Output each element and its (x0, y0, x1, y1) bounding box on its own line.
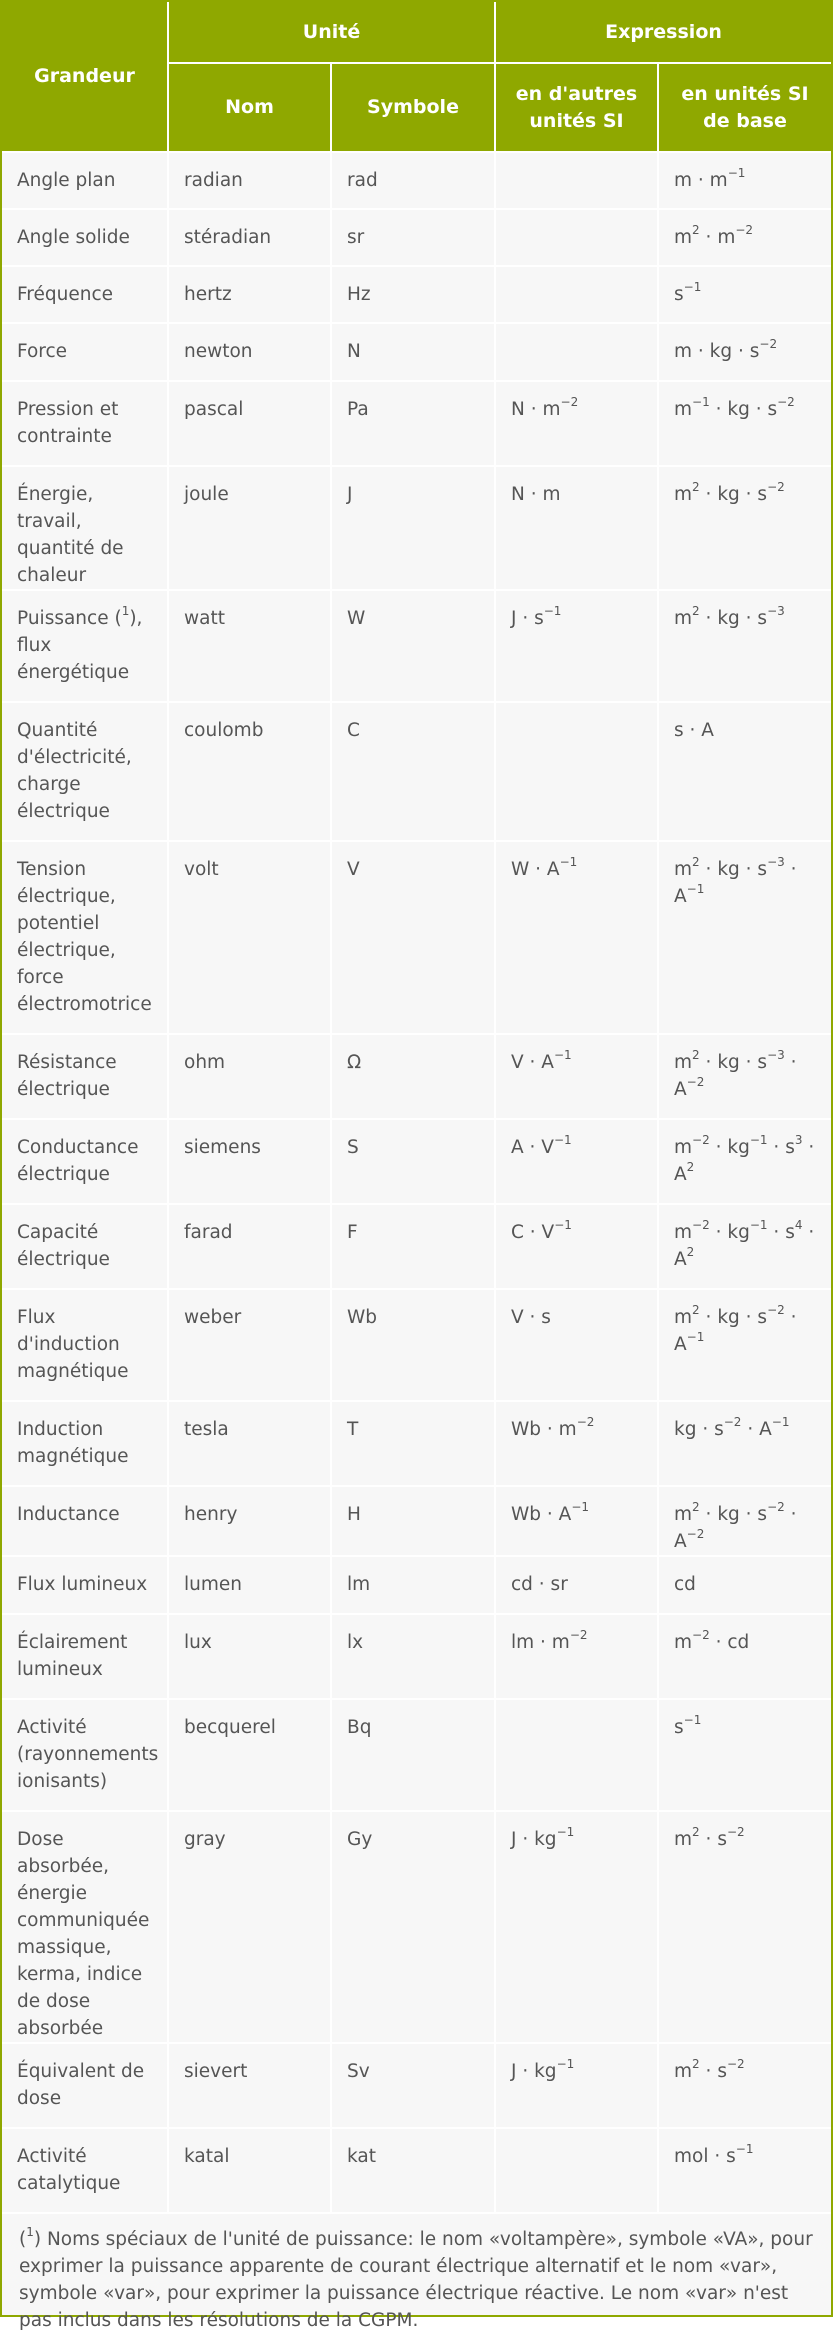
table-row (2, 1401, 831, 1486)
table-row (2, 323, 831, 381)
row-nom: joule (168, 466, 331, 590)
row-nom: weber (168, 1289, 331, 1401)
row-symbole: kat (331, 2128, 495, 2213)
row-grandeur: Dose absorbée, énergie communiquée massique, kerma, indice de dose absorbée (2, 1811, 168, 2043)
row-symbole: J (331, 466, 495, 590)
row-unites-base: $m^2 \cdot s^{-2}$ (658, 2043, 831, 2128)
row-autres-unites: $N \cdot m^{-2}$ (495, 381, 658, 466)
table-body (2, 152, 831, 2213)
header-unite: Unité (168, 2, 495, 63)
table-row (2, 2043, 831, 2128)
row-autres-unites: $J \cdot kg^{-1}$ (495, 2043, 658, 2128)
row-autres-unites: $J \cdot kg^{-1}$ (495, 1811, 658, 2043)
row-grandeur: Induction magnétique (2, 1401, 168, 1486)
row-nom: tesla (168, 1401, 331, 1486)
row-unites-base: m · kg · $s^{-2}$ (658, 323, 831, 381)
row-grandeur: Activité (rayonnements ionisants) (2, 1699, 168, 1811)
row-nom: lumen (168, 1556, 331, 1614)
row-grandeur: Quantité d'électricité, charge électrique (2, 702, 168, 841)
table-row (2, 841, 831, 1034)
row-nom: sievert (168, 2043, 331, 2128)
row-autres-unites (495, 152, 658, 209)
row-autres-unites: N · m (495, 466, 658, 590)
row-unites-base: $m^{-2} \cdot kg^{-1} \cdot s^4 \cdot A^2$ (658, 1204, 831, 1289)
row-nom: pascal (168, 381, 331, 466)
row-symbole: H (331, 1486, 495, 1556)
row-nom: watt (168, 590, 331, 702)
row-grandeur: Pression et contrainte (2, 381, 168, 466)
table-row (2, 1699, 831, 1811)
row-autres-unites: $W \cdot A^{-1}$ (495, 841, 658, 1034)
table-row (2, 209, 831, 266)
row-autres-unites (495, 209, 658, 266)
row-nom: coulomb (168, 702, 331, 841)
table-row (2, 1811, 831, 2043)
table-row (2, 1556, 831, 1614)
row-grandeur: Fréquence (2, 266, 168, 323)
row-nom: farad (168, 1204, 331, 1289)
row-autres-unites: $J \cdot s^{-1}$ (495, 590, 658, 702)
row-autres-unites: lm · $m^{-2}$ (495, 1614, 658, 1699)
row-symbole: Pa (331, 381, 495, 466)
row-grandeur: Flux lumineux (2, 1556, 168, 1614)
row-grandeur: Résistance électrique (2, 1034, 168, 1119)
row-nom: ohm (168, 1034, 331, 1119)
si-derived-units-table (2, 2, 831, 2214)
table-row (2, 1289, 831, 1401)
row-autres-unites: $A \cdot V^{-1}$ (495, 1119, 658, 1204)
row-nom: becquerel (168, 1699, 331, 1811)
row-nom: hertz (168, 266, 331, 323)
row-autres-unites: V · s (495, 1289, 658, 1401)
table-row (2, 266, 831, 323)
header-grandeur: Grandeur (2, 2, 168, 152)
table-row (2, 590, 831, 702)
row-grandeur: Puissance ($^1$), flux énergétique (2, 590, 168, 702)
row-nom: stéradian (168, 209, 331, 266)
row-symbole: W (331, 590, 495, 702)
row-autres-unites: $Wb \cdot m^{-2}$ (495, 1401, 658, 1486)
table-row (2, 1119, 831, 1204)
row-symbole: rad (331, 152, 495, 209)
table-row (2, 466, 831, 590)
row-grandeur: Tension électrique, potentiel électrique, force électromotrice (2, 841, 168, 1034)
row-unites-base: $m^2 \cdot m^{-2}$ (658, 209, 831, 266)
header-expression: Expression (495, 2, 831, 63)
row-symbole: T (331, 1401, 495, 1486)
table-header (2, 2, 831, 152)
footnote: ($^1$) Noms spéciaux de l'unité de puissance: le nom «voltampère», symbole «VA», pour exprimer la puissance apparente de courant électrique alternatif et le nom «var», symbole «var», pour exprimer la puissance électrique réactive. Le nom «var» n'est pas inclus dans les résolutions de la CGPM. (19, 2224, 813, 2331)
row-unites-base: $m^2$ · kg · $s^{-3} \cdot A^{-1}$ (658, 841, 831, 1034)
row-unites-base: $m^2$ · kg · $s^{-2} \cdot A^{-2}$ (658, 1486, 831, 1556)
row-unites-base: $m^{-1}$ · kg · $s^{-2}$ (658, 381, 831, 466)
row-grandeur: Angle plan (2, 152, 168, 209)
row-grandeur: Flux d'induction magnétique (2, 1289, 168, 1401)
row-symbole: Hz (331, 266, 495, 323)
row-autres-unites (495, 2128, 658, 2213)
row-nom: henry (168, 1486, 331, 1556)
row-grandeur: Éclairement lumineux (2, 1614, 168, 1699)
row-symbole: lm (331, 1556, 495, 1614)
row-autres-unites (495, 702, 658, 841)
row-nom: radian (168, 152, 331, 209)
row-autres-unites: $Wb \cdot A^{-1}$ (495, 1486, 658, 1556)
row-symbole: Bq (331, 1699, 495, 1811)
header-nom: Nom (168, 63, 331, 152)
row-symbole: S (331, 1119, 495, 1204)
row-grandeur: Conductance électrique (2, 1119, 168, 1204)
table-row (2, 152, 831, 209)
row-symbole: Ω (331, 1034, 495, 1119)
row-autres-unites: $V \cdot A^{-1}$ (495, 1034, 658, 1119)
row-unites-base: $m^{-2}$ · cd (658, 1614, 831, 1699)
row-autres-unites (495, 323, 658, 381)
row-nom: katal (168, 2128, 331, 2213)
row-unites-base: $s^{-1}$ (658, 1699, 831, 1811)
header-unites-base: en unités SI de base (658, 63, 831, 152)
row-unites-base: $m \cdot m^{-1}$ (658, 152, 831, 209)
row-nom: lux (168, 1614, 331, 1699)
header-symbole: Symbole (331, 63, 495, 152)
row-grandeur: Activité catalytique (2, 2128, 168, 2213)
table-row (2, 1204, 831, 1289)
row-grandeur: Force (2, 323, 168, 381)
row-autres-unites: cd · sr (495, 1556, 658, 1614)
row-grandeur: Énergie, travail, quantité de chaleur (2, 466, 168, 590)
header-autres-unites: en d'autres unités SI (495, 63, 658, 152)
row-symbole: C (331, 702, 495, 841)
row-symbole: V (331, 841, 495, 1034)
row-symbole: lx (331, 1614, 495, 1699)
row-grandeur: Équivalent de dose (2, 2043, 168, 2128)
row-unites-base: $m^2$ · kg · $s^{-2}$ (658, 466, 831, 590)
row-symbole: Gy (331, 1811, 495, 2043)
row-unites-base: $m^{-2} \cdot kg^{-1} \cdot s^3 \cdot A^2$ (658, 1119, 831, 1204)
table-row (2, 702, 831, 841)
row-symbole: Wb (331, 1289, 495, 1401)
row-unites-base: $m^2 \cdot s^{-2}$ (658, 1811, 831, 2043)
row-nom: volt (168, 841, 331, 1034)
row-autres-unites: $C \cdot V^{-1}$ (495, 1204, 658, 1289)
row-unites-base: kg · $s^{-2} \cdot A^{-1}$ (658, 1401, 831, 1486)
table-row (2, 381, 831, 466)
row-unites-base: $m^2$ · kg · $s^{-3} \cdot A^{-2}$ (658, 1034, 831, 1119)
row-symbole: F (331, 1204, 495, 1289)
table-row (2, 1486, 831, 1556)
table-row (2, 1034, 831, 1119)
row-nom: gray (168, 1811, 331, 2043)
row-unites-base: s · A (658, 702, 831, 841)
row-unites-base: cd (658, 1556, 831, 1614)
row-autres-unites (495, 266, 658, 323)
row-unites-base: $s^{-1}$ (658, 266, 831, 323)
row-unites-base: mol · $s^{-1}$ (658, 2128, 831, 2213)
row-unites-base: $m^2$ · kg · $s^{-2} \cdot A^{-1}$ (658, 1289, 831, 1401)
row-unites-base: $m^2$ · kg · $s^{-3}$ (658, 590, 831, 702)
table-row (2, 2128, 831, 2213)
row-grandeur: Capacité électrique (2, 1204, 168, 1289)
row-symbole: Sv (331, 2043, 495, 2128)
table-row (2, 1614, 831, 1699)
row-grandeur: Angle solide (2, 209, 168, 266)
row-autres-unites (495, 1699, 658, 1811)
row-nom: siemens (168, 1119, 331, 1204)
row-grandeur: Inductance (2, 1486, 168, 1556)
row-symbole: N (331, 323, 495, 381)
row-symbole: sr (331, 209, 495, 266)
row-nom: newton (168, 323, 331, 381)
